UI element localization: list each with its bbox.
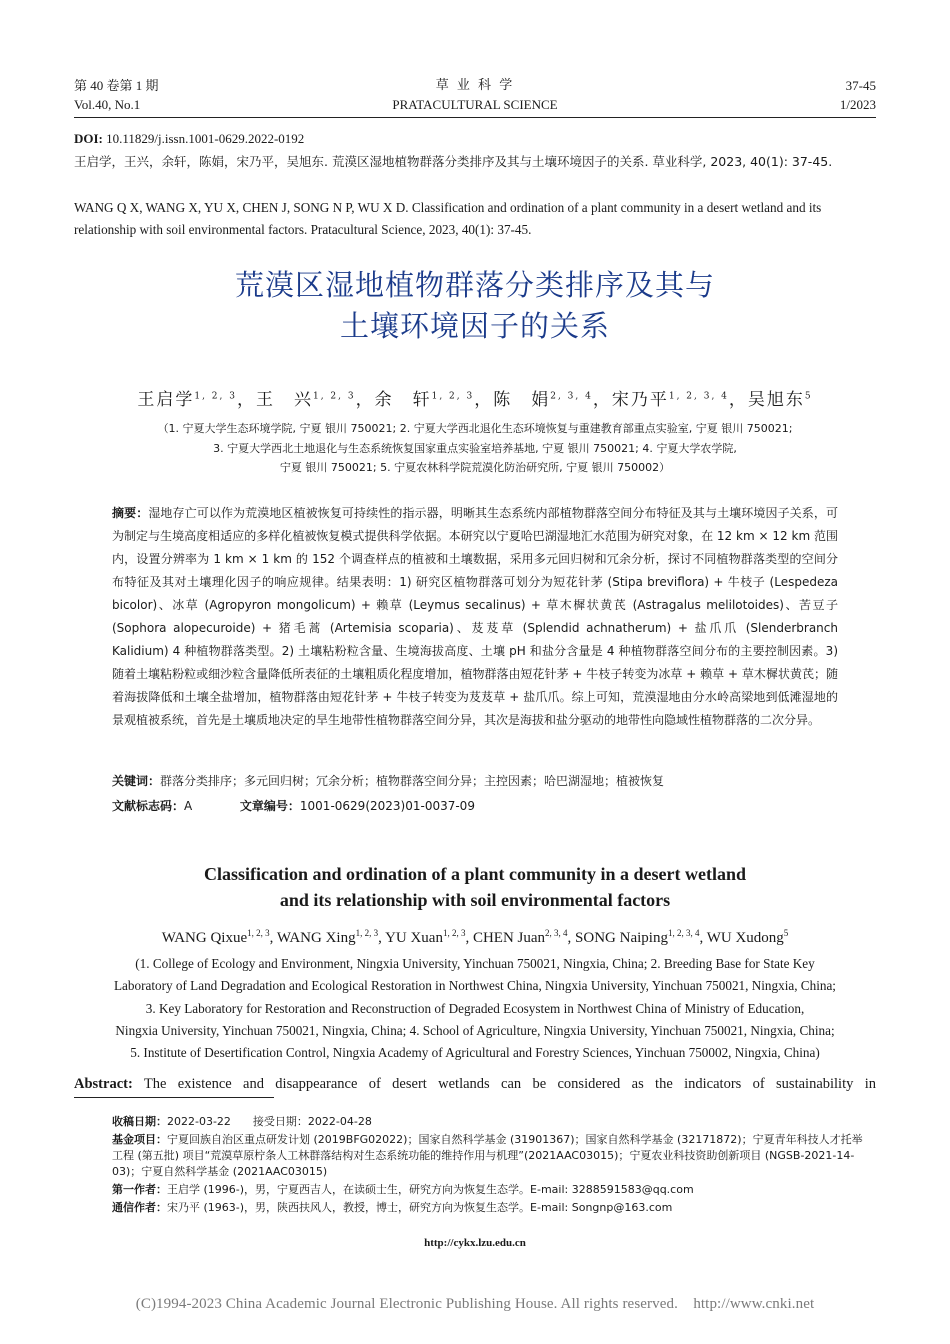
zh-author-separator: ， [728,390,748,410]
en-author-affil-sup: 1, 2, 3 [247,928,270,938]
citation-en: WANG Q X, WANG X, YU X, CHEN J, SONG N P, WU X D. Classification and ordination of a plant community in a desert wetland and its relationship with soil environmental factors. Pratacultural Science, 2023, 40(1): 37-45. [74,200,822,237]
zh-author-affil-sup: 1, 2, 3 [194,391,237,402]
affiliation-en-line: 3. Key Laboratory for Restoration and Reconstruction of Degraded Ecosystem in Northwest China of Ministry of Education, [145,1000,805,1016]
en-author-name: CHEN Juan [472,930,546,946]
en-author-name: WANG Xing [276,930,356,946]
footnote-text: 宋乃平 (1963-)，男，陕西扶风人，教授，博士，研究方向为恢复生态学。E-mail: Songnp@163.com [167,1201,673,1214]
abstract-en-text: The existence and disappearance of desert wetlands can be considered as the indicators of sustainability in [143,1076,876,1092]
zh-author-name: 吴旭东 [747,390,805,410]
en-author-affil-sup: 1, 2, 3 [355,928,379,938]
doi-value[interactable]: 10.11829/j.issn.1001-0629.2022-0192 [106,131,305,146]
authors-zh [74,385,876,410]
zh-author-name: 宋乃平 [611,390,669,410]
en-author-affil-sup: 2, 3, 4 [545,928,568,938]
journal-url[interactable]: http://cykx.lzu.edu.cn [424,1237,526,1249]
footnote-rule [74,1097,274,1098]
footnote-text: 宁夏回族自治区重点研发计划 (2019BFG02022)；国家自然科学基金 (31901367)；国家自然科学基金 (32171872)；宁夏青年科技人才托举工程 (第五批) 项目“荒漠草原柠条人工林群落结构对生态系统功能的维持作用与机理”(2021AAC03015)；宁夏农业科技资助创新项目 (NGSB-2021-14-03)；宁夏自然科学基金 (2021AAC03015) [112,1133,863,1178]
zh-author-affil-sup: 2, 3, 4 [550,391,593,402]
footnote-label: 第一作者： [112,1183,167,1196]
header-rule [74,117,876,118]
footnote-item [112,1132,870,1180]
zh-author-affil-sup: 1, 2, 3 [312,391,356,402]
keywords-zh [112,772,838,790]
zh-author-separator: ， [236,390,256,410]
journal-name-zh: 草 业 科 学 [435,78,515,93]
footnote-item [112,1182,870,1198]
abstract-en [74,1074,876,1094]
doc-code-label: 文献标志码： [112,799,185,813]
doc-codes [112,797,838,815]
en-author-name: WANG Qixue [161,930,248,946]
doi-line [74,128,876,149]
affiliation-en-line: (1. College of Ecology and Environment, Ningxia University, Yinchuan 750021, Ningxia, China; 2. Breeding Base for State Key [135,956,815,971]
authors-en [74,928,876,948]
en-author-separator: , [269,930,277,946]
footnote-text: 王启学 (1996-)，男，宁夏西吉人，在读硕士生，研究方向为恢复生态学。E-mail: 3288591583@qq.com [167,1183,694,1196]
citation-zh: 王启学，王兴，余轩，陈娟，宋乃平，吴旭东. 荒漠区湿地植物群落分类排序及其与土壤环境因子的关系. 草业科学, 2023, 40(1): 37-45. [74,154,833,169]
zh-author-separator: ， [592,390,612,410]
footnotes [112,1114,870,1218]
affiliations-zh-line2: 3. 宁夏大学西北土地退化与生态系统恢复国家重点实验室培养基地, 宁夏 银川 750021; 4. 宁夏大学农学院, [213,442,737,455]
issue-date: 1/2023 [839,97,876,112]
zh-author-separator: ， [355,390,375,410]
en-author-name: YU Xuan [385,930,443,946]
footnote-label: 收稿日期： [112,1115,167,1128]
zh-author-name: 陈 娟 [493,390,551,410]
keywords-zh-text: 群落分类排序；多元回归树；冗余分析；植物群落空间分异；主控因素；哈巴湖湿地；植被恢复 [160,774,665,788]
footnote-label: 通信作者： [112,1201,167,1214]
article-number-value: 1001-0629(2023)01-0037-09 [299,799,475,813]
en-author-separator: , [378,930,386,946]
copyright-notice: (C)1994-2023 China Academic Journal Electronic Publishing House. All rights reserved. http://www.cnki.net [135,1296,815,1312]
zh-author-name: 王启学 [137,390,195,410]
zh-author-affil-sup: 5 [804,391,813,402]
abstract-zh-label: 摘要： [112,506,149,520]
affiliations-zh-line3: 宁夏 银川 750021; 5. 宁夏农林科学院荒漠化防治研究所, 宁夏 银川 750002） [279,461,671,474]
en-author-affil-sup: 5 [783,928,789,938]
footnote-text: 2022-03-22 接受日期：2022-04-28 [167,1115,372,1128]
footnote-item [112,1114,870,1130]
footnote-label: 基金项目： [112,1133,167,1146]
title-zh-line2: 土壤环境因子的关系 [339,309,610,343]
title-zh-line1: 荒漠区湿地植物群落分类排序及其与 [234,268,715,302]
doc-code-value: A [184,799,193,813]
affiliation-en-line: 5. Institute of Desertification Control, Ningxia Academy of Agricultural and Forestry Sciences, Yinchuan 750002, Ningxia, China) [130,1045,820,1061]
en-author-affil-sup: 1, 2, 3 [442,928,466,938]
title-en-line2: and its relationship with soil environmental factors [279,890,671,910]
en-author-separator: , [465,930,473,946]
zh-author-name: 王 兴 [255,390,313,410]
abstract-en-label: Abstract: [74,1076,133,1092]
en-author-separator: , [699,930,707,946]
abstract-zh [112,502,838,732]
page-range: 37-45 [845,78,876,93]
en-author-name: SONG Naiping [575,930,668,946]
affiliation-en-line: Ningxia University, Yinchuan 750021, Ningxia, China; 4. School of Agriculture, Ningxia University, Yinchuan 750021, Ningxia, China; [115,1022,835,1038]
footnote-item [112,1200,870,1216]
zh-author-name: 余 轩 [374,390,432,410]
title-en-line1: Classification and ordination of a plant community in a desert wetland [203,864,747,884]
volume-issue-en: Vol.40, No.1 [74,97,141,112]
volume-issue-zh: 第 40 卷第 1 期 [74,78,159,93]
journal-name-en: PRATACULTURAL SCIENCE [392,97,558,112]
en-author-affil-sup: 1, 2, 3, 4 [667,928,700,938]
affiliation-en-line: Laboratory of Land Degradation and Ecological Restoration in Northwest China, Ningxia University, Yinchuan 750021, Ningxia, China; [114,978,836,994]
article-number-label: 文章编号： [239,799,300,813]
zh-author-affil-sup: 1, 2, 3 [431,391,475,402]
affiliations-zh-line1: （1. 宁夏大学生态环境学院, 宁夏 银川 750021; 2. 宁夏大学西北退化生态环境恢复与重建教育部重点实验室, 宁夏 银川 750021; [157,422,793,435]
zh-author-separator: ， [474,390,494,410]
en-author-name: WU Xudong [706,930,784,946]
doi-label: DOI: [74,131,103,146]
keywords-zh-label: 关键词： [112,774,161,788]
affiliations-en [74,953,876,1064]
abstract-zh-text: 湿地存亡可以作为荒漠地区植被恢复可持续性的指示器，明晰其生态系统内部植物群落空间分布特征及其与土壤环境因子关系，可为制定与生境高度相适应的多样化植被恢复模式提供科学依据。本研究以宁夏哈巴湖湿地汇水范围为研究对象，在 12 km × 12 km 范围内，设置分辨率为 1 km × 1 km 的 152 个调查样点的植被和土壤数据，采用多元回归树和冗余分析，探讨不同植物群落类型的空间分布特征及其对土壤理化因子的响应规律。结果表明：1) 研究区植物群落可划分为短花针茅 (Stipa breviflora) + 牛枝子 (Lespedeza bicolor)、冰草 (Agropyron mongolicum) + 赖草 (Leymus secalinus) + 草木樨状黄芪 (Astragalus melilotoides)、苦豆子 (Sophora alopecuroide) + 猪毛蒿 (Artemisia scoparia)、芨芨草 (Splendid achnatherum) + 盐爪爪 (Slenderbranch Kalidium) 4 种植物群落类型。2) 土壤粘粉粒含量、生境海拔高度、土壤 pH 和盐分含量是 4 种植物群落空间分布的主要控制因素。3) 随着土壤粘粉粒或细沙粒含量降低所表征的土壤粗质化程度增加，植物群落由短花针茅 + 牛枝子转变为冰草 + 赖草 + 草木樨状黄芪；随着海拔降低和土壤全盐增加，植物群落由短花针茅 + 牛枝子转变为芨芨草 + 盐爪爪。综上可知，荒漠湿地由分水岭高梁地到低滩湿地的景观植被系统，首先是土壤质地决定的旱生地带性植物群落空间分异，其次是海拔和盐分驱动的地带性向隐域性植物群落的二次分异。 [112,506,838,727]
zh-author-affil-sup: 1, 2, 3, 4 [668,391,729,402]
en-author-separator: , [567,930,576,946]
